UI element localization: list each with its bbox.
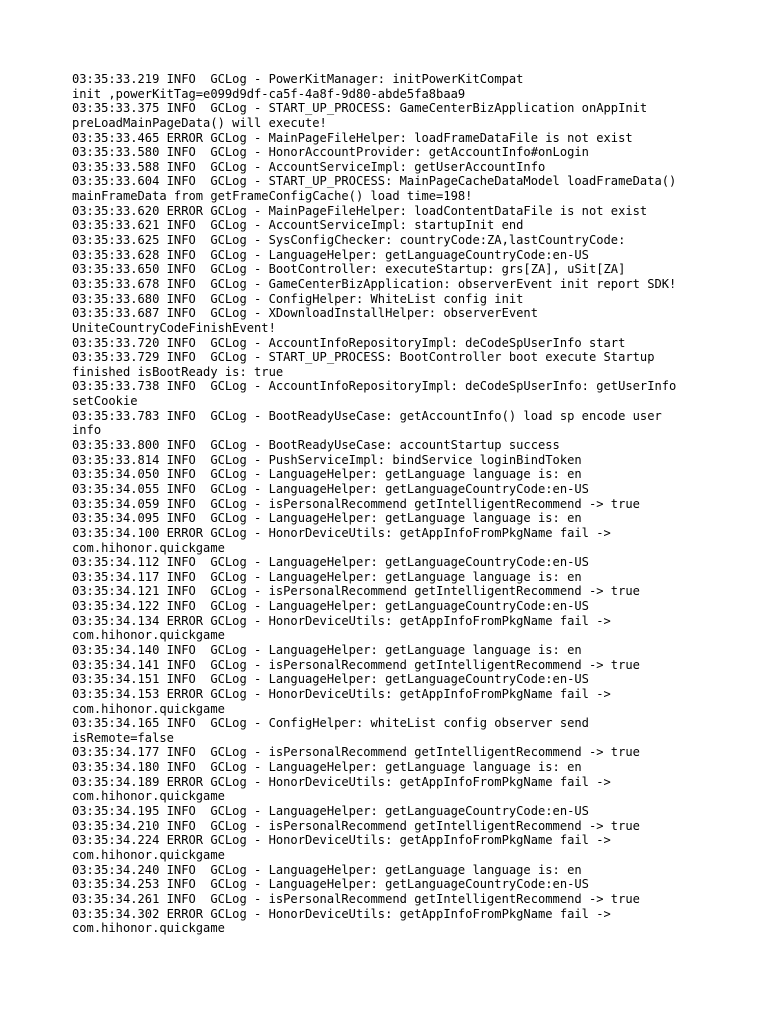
log-line: com.hihonor.quickgame: [72, 789, 225, 804]
log-line: 03:35:34.059 INFO GCLog - isPersonalRecommend getIntelligentRecommend -> true: [72, 496, 640, 511]
log-line: 03:35:34.189 ERROR GCLog - HonorDeviceUtils: getAppInfoFromPkgName fail ->: [72, 774, 611, 789]
log-line: 03:35:33.680 INFO GCLog - ConfigHelper: WhiteList config init: [72, 291, 524, 306]
log-line: 03:35:33.219 INFO GCLog - PowerKitManager: initPowerKitCompat: [72, 72, 524, 86]
log-line: 03:35:34.112 INFO GCLog - LanguageHelper: getLanguageCountryCode:en-US: [72, 555, 589, 570]
log-line: 03:35:34.195 INFO GCLog - LanguageHelper: getLanguageCountryCode:en-US: [72, 804, 589, 819]
log-line: 03:35:34.240 INFO GCLog - LanguageHelper: getLanguage language is: en: [72, 862, 582, 877]
log-line: 03:35:34.165 INFO GCLog - ConfigHelper: whiteList config observer send: [72, 716, 589, 731]
log-line: 03:35:34.153 ERROR GCLog - HonorDeviceUtils: getAppInfoFromPkgName fail ->: [72, 686, 611, 701]
log-line: 03:35:34.224 ERROR GCLog - HonorDeviceUtils: getAppInfoFromPkgName fail ->: [72, 833, 611, 848]
log-line: finished isBootReady is: true: [72, 364, 284, 379]
log-line: isRemote=false: [72, 730, 174, 745]
log-line: 03:35:34.253 INFO GCLog - LanguageHelper: getLanguageCountryCode:en-US: [72, 877, 589, 892]
log-line: 03:35:34.141 INFO GCLog - isPersonalRecommend getIntelligentRecommend -> true: [72, 657, 640, 672]
log-line: com.hihonor.quickgame: [72, 921, 225, 936]
log-line: 03:35:34.122 INFO GCLog - LanguageHelper: getLanguageCountryCode:en-US: [72, 599, 589, 614]
log-line: UniteCountryCodeFinishEvent!: [72, 320, 276, 335]
log-line: com.hihonor.quickgame: [72, 628, 225, 643]
log-line: init ,powerKitTag=e099d9df-ca5f-4a8f-9d80-abde5fa8baa9: [72, 86, 466, 101]
log-line: 03:35:33.814 INFO GCLog - PushServiceImpl: bindService loginBindToken: [72, 452, 582, 467]
log-line: 03:35:33.588 INFO GCLog - AccountServiceImpl: getUserAccountInfo: [72, 159, 546, 174]
log-line: 03:35:33.800 INFO GCLog - BootReadyUseCase: accountStartup success: [72, 438, 560, 453]
log-line: com.hihonor.quickgame: [72, 701, 225, 716]
log-line: 03:35:34.177 INFO GCLog - isPersonalRecommend getIntelligentRecommend -> true: [72, 745, 640, 760]
log-line: 03:35:33.783 INFO GCLog - BootReadyUseCase: getAccountInfo() load sp encode user: [72, 408, 662, 423]
log-line: com.hihonor.quickgame: [72, 847, 225, 862]
log-line: 03:35:33.687 INFO GCLog - XDownloadInstallHelper: observerEvent: [72, 306, 538, 321]
log-line: 03:35:34.134 ERROR GCLog - HonorDeviceUtils: getAppInfoFromPkgName fail ->: [72, 613, 611, 628]
log-line: 03:35:34.055 INFO GCLog - LanguageHelper: getLanguageCountryCode:en-US: [72, 481, 589, 496]
log-line: 03:35:33.738 INFO GCLog - AccountInfoRepositoryImpl: deCodeSpUserInfo: getUserInfo: [72, 379, 677, 394]
log-line: 03:35:33.580 INFO GCLog - HonorAccountProvider: getAccountInfo#onLogin: [72, 145, 589, 160]
log-line: 03:35:34.117 INFO GCLog - LanguageHelper: getLanguage language is: en: [72, 569, 582, 584]
log-line: info: [72, 423, 102, 438]
log-line: 03:35:34.140 INFO GCLog - LanguageHelper: getLanguage language is: en: [72, 642, 582, 657]
log-line: 03:35:34.302 ERROR GCLog - HonorDeviceUtils: getAppInfoFromPkgName fail ->: [72, 906, 611, 921]
log-line: 03:35:33.625 INFO GCLog - SysConfigChecker: countryCode:ZA,lastCountryCode:: [72, 233, 626, 248]
log-line: 03:35:33.375 INFO GCLog - START_UP_PROCESS: GameCenterBizApplication onAppInit: [72, 101, 648, 116]
log-line: 03:35:33.620 ERROR GCLog - MainPageFileHelper: loadContentDataFile is not exist: [72, 203, 648, 218]
log-line: 03:35:34.121 INFO GCLog - isPersonalRecommend getIntelligentRecommend -> true: [72, 584, 640, 599]
log-line: 03:35:33.628 INFO GCLog - LanguageHelper: getLanguageCountryCode:en-US: [72, 247, 589, 262]
log-line: com.hihonor.quickgame: [72, 540, 225, 555]
log-line: 03:35:34.210 INFO GCLog - isPersonalRecommend getIntelligentRecommend -> true: [72, 818, 640, 833]
log-line: 03:35:34.180 INFO GCLog - LanguageHelper: getLanguage language is: en: [72, 760, 582, 775]
log-line: 03:35:33.465 ERROR GCLog - MainPageFileHelper: loadFrameDataFile is not exist: [72, 130, 633, 145]
log-line: 03:35:34.151 INFO GCLog - LanguageHelper: getLanguageCountryCode:en-US: [72, 672, 589, 687]
log-line: 03:35:33.720 INFO GCLog - AccountInfoRepositoryImpl: deCodeSpUserInfo start: [72, 335, 626, 350]
log-line: 03:35:34.261 INFO GCLog - isPersonalRecommend getIntelligentRecommend -> true: [72, 891, 640, 906]
log-line: 03:35:34.100 ERROR GCLog - HonorDeviceUtils: getAppInfoFromPkgName fail ->: [72, 525, 611, 540]
log-line: 03:35:33.604 INFO GCLog - START_UP_PROCESS: MainPageCacheDataModel loadFrameData(): [72, 174, 677, 189]
log-line: mainFrameData from getFrameConfigCache() load time=198!: [72, 189, 473, 204]
log-line: 03:35:34.095 INFO GCLog - LanguageHelper: getLanguage language is: en: [72, 511, 582, 526]
log-line: 03:35:33.650 INFO GCLog - BootController: executeStartup: grs[ZA], uSit[ZA]: [72, 262, 626, 277]
log-line: 03:35:33.729 INFO GCLog - START_UP_PROCESS: BootController boot execute Startup: [72, 350, 655, 365]
log-document: [72, 72, 712, 936]
log-line: 03:35:33.678 INFO GCLog - GameCenterBizApplication: observerEvent init report SDK!: [72, 276, 677, 291]
log-line: 03:35:34.050 INFO GCLog - LanguageHelper: getLanguage language is: en: [72, 467, 582, 482]
log-line: preLoadMainPageData() will execute!: [72, 115, 327, 130]
log-line: setCookie: [72, 394, 138, 409]
log-line: 03:35:33.621 INFO GCLog - AccountServiceImpl: startupInit end: [72, 218, 524, 233]
